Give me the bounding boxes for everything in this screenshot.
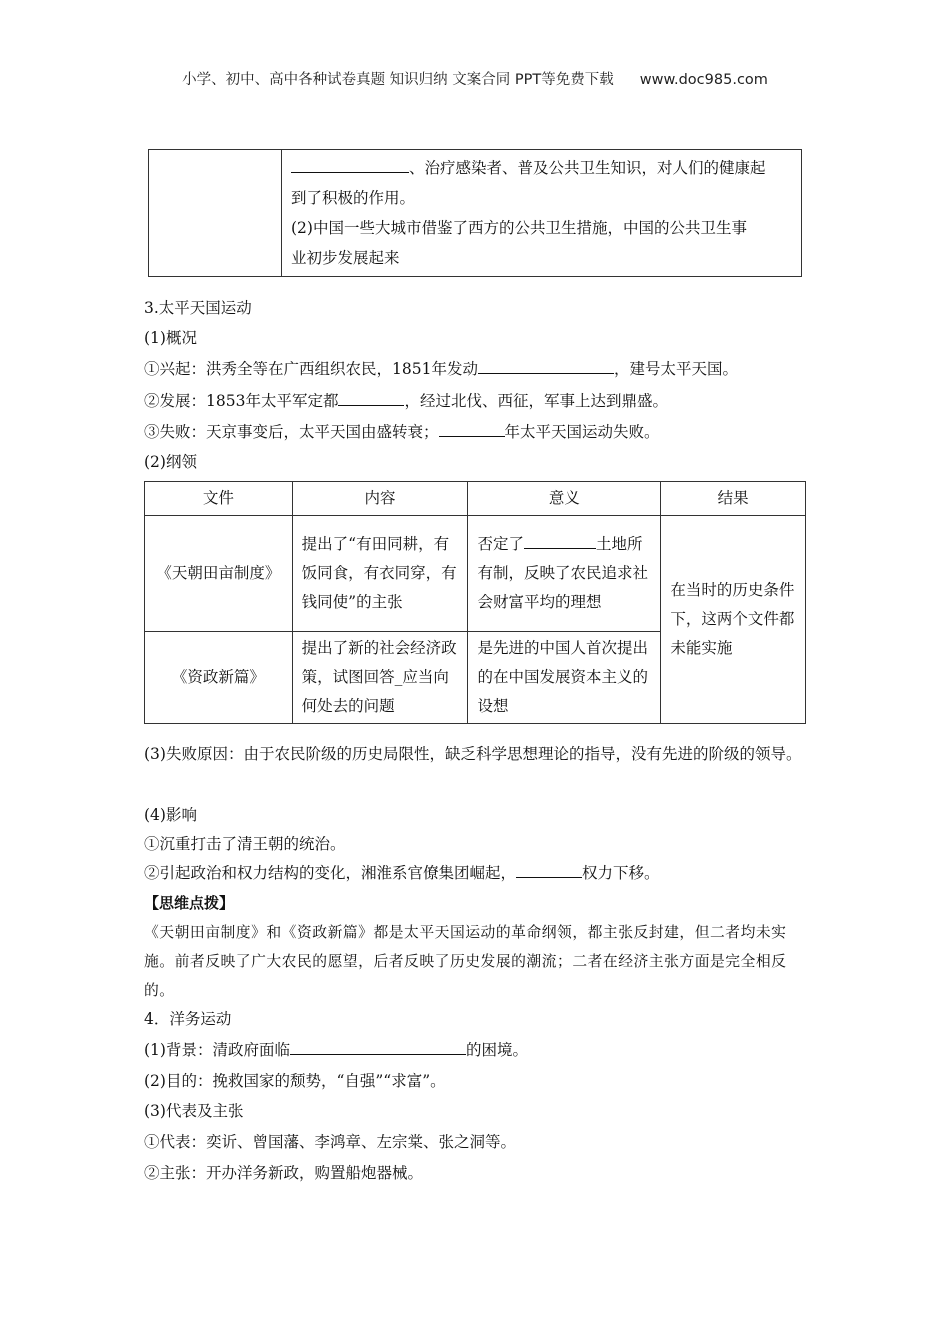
fill-blank <box>291 154 409 173</box>
goal-line: (2)目的：挽救国家的颓势，“自强”“求富”。 <box>144 1072 446 1090</box>
header-cell: 结果 <box>661 482 806 516</box>
program-table <box>144 481 806 724</box>
result-cell: 在当时的历史条件下，这两个文件都未能实施 <box>661 516 806 724</box>
page-header <box>0 68 950 89</box>
fill-blank <box>290 1036 466 1055</box>
failure-reason: (3)失败原因：由于农民阶级的历史局限性，缺乏科学思想理论的指导，没有先进的阶级的领导。 <box>144 745 802 763</box>
thinking-title: 【思维点拨】 <box>144 894 235 912</box>
subheading: (4)影响 <box>144 806 197 824</box>
meaning-cell: 是先进的中国人首次提出的在中国发展资本主义的设想 <box>468 632 661 724</box>
public-health-cell: 、治疗感染者、普及公共卫生知识，对人们的健康起 到了积极的作用。 (2)中国一些大城市借鉴了西方的公共卫生措施，中国的公共卫生事 业初步发展起来 <box>282 150 802 277</box>
section-title: 4．洋务运动 <box>144 1010 232 1028</box>
section-title: 3.太平天国运动 <box>144 299 252 317</box>
doc-cell: 《天朝田亩制度》 <box>145 516 293 632</box>
meaning-cell: 否定了 土地所有制，反映了农民追求社会财富平均的理想 <box>468 516 661 632</box>
content-cell: 提出了“有田同耕，有饭同食，有衣同穿，有钱同使”的主张 <box>292 516 468 632</box>
header-url: www.doc985.com <box>639 72 768 88</box>
background-line: (1)背景：清政府面临 的困境。 <box>144 1035 528 1065</box>
thinking-text: 《天朝田亩制度》和《资政新篇》都是太平天国运动的革命纲领，都主张反封建，但二者均未实施。前者反映了广大农民的愿望，后者反映了历史发展的潮流；二者在经济主张方面是完全相反的。 <box>144 924 787 999</box>
fill-blank <box>338 387 404 406</box>
fill-blank <box>524 530 596 549</box>
header-text: 小学、初中、高中各种试卷真题 知识归纳 文案合同 PPT等免费下载 <box>182 72 614 88</box>
influence-1: ①沉重打击了清王朝的统治。 <box>144 835 346 853</box>
proposition-line: ②主张：开办洋务新政，购置船炮器械。 <box>144 1164 424 1182</box>
influence-2: ②引起政治和权力结构的变化，湘淮系官僚集团崛起， 权力下移。 <box>144 858 660 888</box>
header-cell: 文件 <box>145 482 293 516</box>
content-cell: 提出了新的社会经济政策，试图回答_应当向何处去的问题 <box>292 632 468 724</box>
header-cell: 意义 <box>468 482 661 516</box>
subheading: (3)代表及主张 <box>144 1102 244 1120</box>
subheading: (1)概况 <box>144 329 197 347</box>
development-line: ②发展：1853年太平军定都 ，经过北伐、西征，军事上达到鼎盛。 <box>144 386 668 416</box>
fill-blank <box>516 859 582 878</box>
header-cell: 内容 <box>292 482 468 516</box>
empty-cell <box>149 150 282 277</box>
fill-blank <box>439 418 505 437</box>
public-health-table <box>148 149 802 277</box>
representatives-line: ①代表：奕䜣、曾国藩、李鸿章、左宗棠、张之洞等。 <box>144 1133 517 1151</box>
fill-blank <box>478 355 614 374</box>
subheading: (2)纲领 <box>144 453 197 471</box>
failure-line: ③失败：天京事变后，太平天国由盛转衰； 年太平天国运动失败。 <box>144 417 660 447</box>
doc-cell: 《资政新篇》 <box>145 632 293 724</box>
rise-line: ①兴起：洪秀全等在广西组织农民，1851年发动 ，建号太平天国。 <box>144 354 738 384</box>
